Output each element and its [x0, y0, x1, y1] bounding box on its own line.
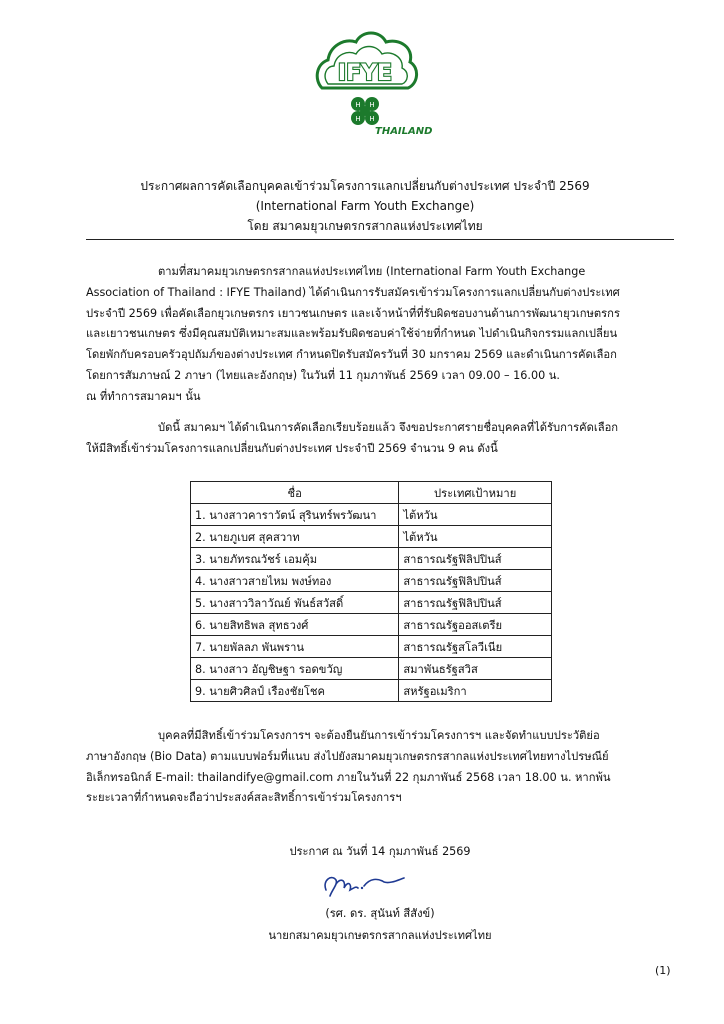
column-header-country: ประเทศเป้าหมาย: [399, 482, 552, 504]
paragraph-line: โดยการสัมภาษณ์ 2 ภาษา (ไทยและอังกฤษ) ในวันที่ 11 กุมภาพันธ์ 2569 เวลา 09.00 – 16.00 น.: [86, 368, 560, 382]
table-header-row: [191, 482, 552, 504]
table-row: [191, 592, 552, 614]
participant-name-cell: 4. นางสาวสายไหม พงษ์ทอง: [191, 570, 399, 592]
document-subtitle: (International Farm Youth Exchange): [255, 199, 475, 213]
paragraph-line: และเยาวชนเกษตร ซึ่งมีคุณสมบัติเหมาะสมและพร้อมรับผิดชอบค่าใช้จ่ายที่กำหนด ไปดำเนินกิจกรรมแลกเปลี่ยน: [86, 327, 618, 341]
signature-icon: [318, 866, 408, 900]
table-row: [191, 658, 552, 680]
column-header-name: ชื่อ: [191, 482, 399, 504]
table-row: [191, 636, 552, 658]
participant-name-cell: 6. นายสิทธิพล สุทธวงศ์: [191, 614, 399, 636]
target-country-cell: สาธารณรัฐฟิลิปปินส์: [399, 592, 552, 614]
participant-name-cell: 9. นายศิวศิลป์ เรืองชัยโชค: [191, 680, 399, 702]
paragraph-line: บัดนี้ สมาคมฯ ได้ดำเนินการคัดเลือกเรียบร้อยแล้ว จึงขอประกาศรายชื่อบุคคลที่ได้รับการคัดเลือก: [158, 421, 619, 434]
target-country-cell: ไต้หวัน: [399, 526, 552, 548]
paragraph-line: Association of Thailand : IFYE Thailand) ได้ดำเนินการรับสมัครเข้าร่วมโครงการแลกเปลี่ยนกับต่างประเทศ: [86, 285, 620, 299]
paragraph-announcement: [86, 418, 672, 460]
signer-title: นายกสมาคมยุวเกษตรกรสากลแห่งประเทศไทย: [268, 929, 492, 942]
paragraph-line: ณ ที่ทำการสมาคมฯ นั้น: [86, 389, 201, 403]
heading-divider: [86, 239, 674, 240]
selected-participants-table: [190, 481, 552, 702]
target-country-cell: สมาพันธรัฐสวิส: [399, 658, 552, 680]
document-issuer: โดย สมาคมยุวเกษตรกรสากลแห่งประเทศไทย: [247, 219, 483, 233]
target-country-cell: สาธารณรัฐฟิลิปปินส์: [399, 570, 552, 592]
paragraph-line: ประจำปี 2569 เพื่อคัดเลือกยุวเกษตรกร เยาวชนเกษตร และเจ้าหน้าที่ที่รับผิดชอบงานด้านการพัฒนายุวเกษตรกร: [86, 306, 620, 320]
participant-name-cell: 8. นางสาว อัญชิษฐา รอดขวัญ: [191, 658, 399, 680]
table-row: [191, 526, 552, 548]
paragraph-line: ตามที่สมาคมยุวเกษตรกรสากลแห่งประเทศไทย (International Farm Youth Exchange: [158, 265, 586, 278]
svg-text:H: H: [355, 101, 361, 109]
svg-text:IFYE: IFYE: [337, 61, 393, 86]
target-country-cell: สาธารณรัฐฟิลิปปินส์: [399, 548, 552, 570]
paragraph-line: อิเล็กทรอนิกส์ E-mail: thailandifye@gmail.com ภายในวันที่ 22 กุมภาพันธ์ 2568 เวลา 18.00 น. หากพ้น: [86, 770, 611, 784]
paragraph-line: ภาษาอังกฤษ (Bio Data) ตามแบบฟอร์มที่แนบ ส่งไปยังสมาคมยุวเกษตรกรสากลแห่งประเทศไทยทางไปรษณีย์: [86, 749, 609, 763]
participant-name-cell: 7. นายพัลลภ พันพราน: [191, 636, 399, 658]
target-country-cell: ไต้หวัน: [399, 504, 552, 526]
target-country-cell: สหรัฐอเมริกา: [399, 680, 552, 702]
svg-text:H: H: [369, 115, 375, 123]
announcement-date: ประกาศ ณ วันที่ 14 กุมภาพันธ์ 2569: [289, 845, 471, 858]
participant-name-cell: 1. นางสาวคาราวัตน์ สุรินทร์พรวัฒนา: [191, 504, 399, 526]
signer-name: (รศ. ดร. สุนันท์ สีสังข์): [325, 907, 435, 920]
page-number: (1): [655, 964, 671, 977]
target-country-cell: สาธารณรัฐออสเตรีย: [399, 614, 552, 636]
target-country-cell: สาธารณรัฐสโลวีเนีย: [399, 636, 552, 658]
svg-text:H: H: [355, 115, 361, 123]
logo-country-text: THAILAND: [375, 126, 433, 137]
table-row: [191, 548, 552, 570]
table-row: [191, 614, 552, 636]
participant-name-cell: 5. นางสาววิลาวัณย์ พันธ์สวัสดิ์: [191, 592, 399, 614]
paragraph-line: บุคคลที่มีสิทธิ์เข้าร่วมโครงการฯ จะต้องยืนยันการเข้าร่วมโครงการฯ และจัดทำแบบประวัติย่อ: [158, 729, 600, 742]
document-title: ประกาศผลการคัดเลือกบุคคลเข้าร่วมโครงการแลกเปลี่ยนกับต่างประเทศ ประจำปี 2569: [140, 179, 590, 193]
paragraph-line: ระยะเวลาที่กำหนดจะถือว่าประสงค์สละสิทธิ์การเข้าร่วมโครงการฯ: [86, 791, 402, 805]
paragraph-line: โดยพักกับครอบครัวอุปถัมภ์ของต่างประเทศ กำหนดปิดรับสมัครวันที่ 30 มกราคม 2569 และดำเนินการคัดเลือก: [86, 348, 617, 362]
participant-name-cell: 3. นายภัทรณวัชร์ เอมคุ้ม: [191, 548, 399, 570]
svg-text:H: H: [369, 101, 375, 109]
ifye-emblem-icon: [310, 20, 420, 142]
table-row: [191, 570, 552, 592]
participant-name-cell: 2. นายภูเบศ สุคสวาท: [191, 526, 399, 548]
paragraph-instructions: [86, 726, 672, 809]
paragraph-intro: [86, 262, 672, 408]
logo-ifye: [310, 20, 420, 142]
paragraph-line: ให้มีสิทธิ์เข้าร่วมโครงการแลกเปลี่ยนกับต่างประเทศ ประจำปี 2569 จำนวน 9 คน ดังนี้: [86, 441, 498, 455]
table-row: [191, 504, 552, 526]
table-row: [191, 680, 552, 702]
